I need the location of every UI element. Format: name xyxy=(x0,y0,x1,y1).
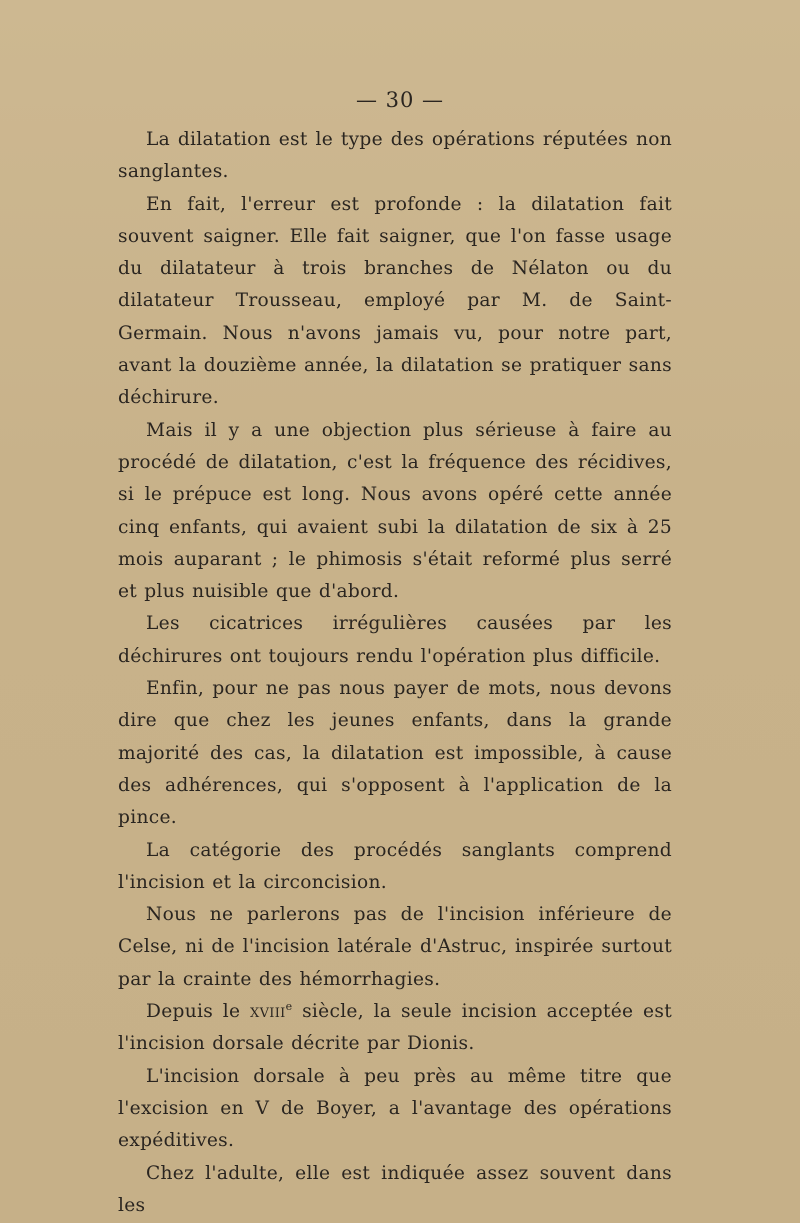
paragraph: L'incision dorsale à peu près au même titre que l'excision en V de Boyer, a l'avantage des opérations expéditives. xyxy=(118,1065,672,1152)
paragraph: Enfin, pour ne pas nous payer de mots, nous devons dire que chez les jeunes enfants, dans la grande majorité des cas, la dilatation est impossible, à cause des adhérences, qui s'opposent à l'application de la pince. xyxy=(118,678,672,829)
paragraph: En fait, l'erreur est profonde : la dilatation fait souvent saigner. Elle fait saigner, que l'on fasse usage du dilatateur à trois branches de Nélaton ou du dilatateur Trousseau, employé par M. de Saint-Germain. Nous n'avons jamais vu, pour notre part, avant la douzième année, la dilatation se pratiquer sans déchirure. xyxy=(118,193,672,409)
century-text-before: Depuis le xyxy=(146,1001,251,1023)
paragraph: La catégorie des procédés sanglants comprend l'incision et la circoncision. xyxy=(118,839,672,893)
paragraph: Les cicatrices irrégulières causées par les déchirures ont toujours rendu l'opération plus difficile. xyxy=(118,613,672,667)
page-number: — 30 — xyxy=(355,88,445,112)
body-text xyxy=(118,124,672,1222)
paragraph: La dilatation est le type des opérations réputées non sanglantes. xyxy=(118,129,672,183)
paragraph: Chez l'adulte, elle est indiquée assez souvent dans les xyxy=(118,1162,672,1216)
century-roman-numeral: xviii xyxy=(250,1001,286,1023)
paragraph-century xyxy=(118,996,672,1061)
paragraph: Mais il y a une objection plus sérieuse à faire au procédé de dilatation, c'est la fréquence des récidives, si le prépuce est long. Nous avons opéré cette année cinq enfants, qui avaient subi la dilatation de six à 25 mois auparant ; le phimosis s'était reformé plus serré et plus nuisible que d'abord. xyxy=(118,419,672,603)
century-superscript: e xyxy=(285,999,293,1013)
paragraph: Nous ne parlerons pas de l'incision inférieure de Celse, ni de l'incision latérale d'Astruc, inspirée surtout par la crainte des hémorrhagies. xyxy=(118,904,672,990)
century-text-after: siècle, la seule incision acceptée est l'incision dorsale décrite par Dionis. xyxy=(118,1001,672,1055)
